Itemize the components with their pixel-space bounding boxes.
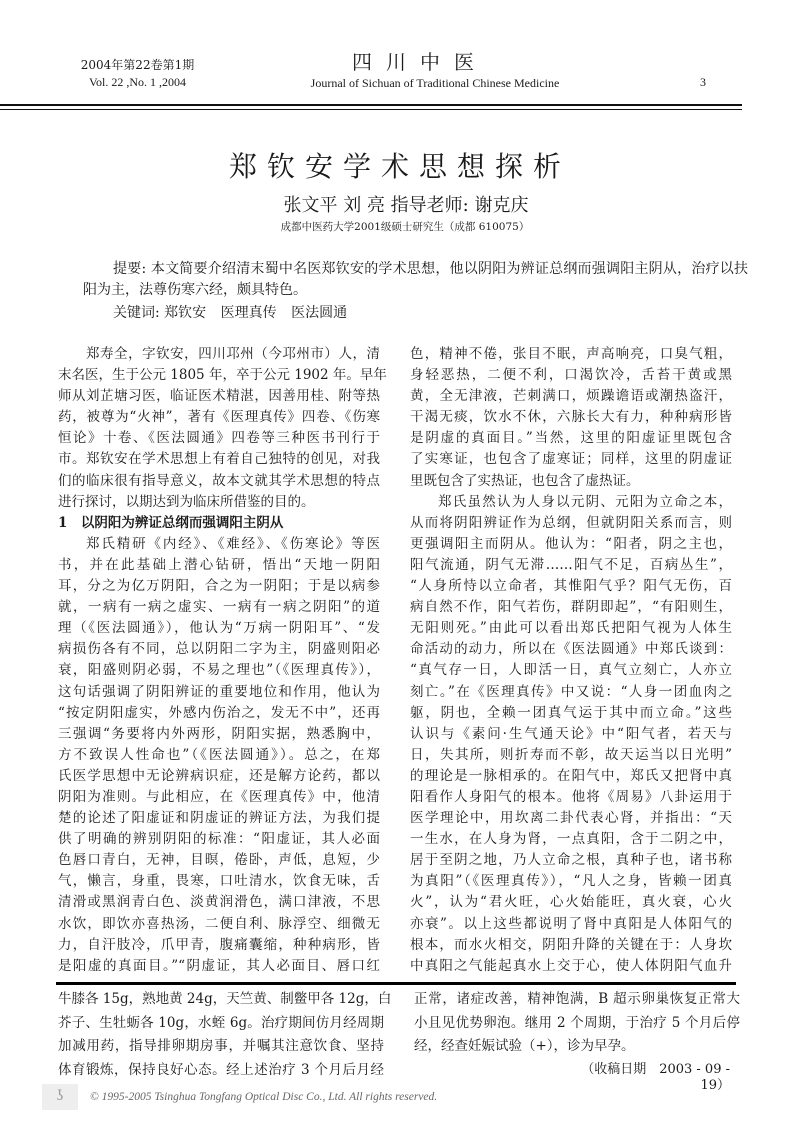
- text-line: 色，精神不倦，张目不眠，声高响亮，口臭气粗，: [410, 346, 732, 362]
- text-line: 里既包含了实热证，也包含了虚热证。: [410, 472, 640, 489]
- bottom-left-column: [58, 988, 392, 1082]
- text-line: 色唇口青白，无神，目暝，倦卧，声低，息短，少: [58, 852, 380, 869]
- text-line: 干渴无痰，饮水不休，六脉长大有力，种种病形皆: [410, 409, 732, 426]
- text-line: 水饮，即饮亦喜热汤，二便自利、脉浮空、细微无: [58, 915, 380, 932]
- text-line: 郑氏虽然认为人身以元阴、元阳为立命之本，: [438, 493, 732, 510]
- issue-en: Vol. 22 ,No. 1 ,2004: [88, 75, 187, 89]
- left-column: [58, 344, 387, 977]
- text-line: 病自然不作，阳气若伤，群阴即起”，“有阳则生，: [410, 599, 732, 616]
- keyword: 医法圆通: [291, 305, 348, 321]
- text-line: 的理论是一脉相承的。在阳气中，郑氏又把肾中真: [410, 767, 732, 784]
- keywords: [113, 304, 357, 322]
- keywords-label: 关键词:: [113, 305, 160, 321]
- text-line: 根本，而水火相交，阴阳升降的关键在于：人身坎: [410, 936, 732, 953]
- text-line: 牛膝各 15g，熟地黄 24g，天竺黄、制鳖甲各 12g，白: [58, 991, 392, 1007]
- text-line: 阳看作人身阳气的根本。他将《周易》八卦运用于: [410, 788, 732, 805]
- text-line: 方不致误人性命也”（《医法圆通》）。总之，在郑: [58, 746, 380, 763]
- text-line: 末名医，生于公元 1805 年，卒于公元 1902 年。早年: [58, 367, 387, 384]
- text-line: 中真阳之气能起真水上交于心，使人体阴阳气血升: [410, 957, 732, 974]
- abstract: [83, 259, 748, 301]
- article-authors: 张文平 刘 亮 指导老师: 谢克庆: [283, 195, 529, 216]
- text-line: 火”，认为“君火旺，心火始能旺，真火衰，心火: [410, 894, 732, 911]
- text-line: 黄，全无津液，芒刺满口，烦躁谵语或潮热盗汗，: [410, 388, 732, 405]
- text-line: 三强调“务要将内外两形，阴阳实据，熟悉胸中，: [58, 725, 380, 742]
- text-line: 更强调阳主而阴从。他认为：“阳者，阴之主也，: [410, 535, 732, 552]
- text-line: 这句话强调了阴阳辨证的重要地位和作用，他认为: [58, 683, 380, 700]
- text-line: 耳，分之为亿万阴阳，合之为一阴阳；于是以病参: [58, 578, 380, 595]
- received-date: （收稿日期 2003 - 09 - 19）: [581, 1062, 730, 1093]
- text-line: 刻亡。”在《医理真传》中又说：“人身一团血肉之: [410, 683, 732, 700]
- text-line: 力，自汗肢冷，爪甲青，腹痛囊缩，种种病形，皆: [58, 936, 380, 953]
- text-line: 正常，诸症改善，精神饱满，B 超示卵巢恢复正常大: [414, 991, 740, 1007]
- text-line: 为真阳”（《医理真传》），“凡人之身，皆赖一团真: [410, 873, 732, 890]
- text-line: 市。郑钦安在学术思想上有着自己独特的创见，对我: [58, 451, 380, 468]
- text-line: 身轻恶热，二便不利，口渴饮冷，舌苔干黄或黑: [410, 367, 732, 384]
- text-line: 日，失其所，则折寿而不彰，故天运当以日光明”: [410, 746, 732, 763]
- abstract-text: 本文简要介绍清末蜀中名医郑钦安的学术思想，他以阴阳为辨证总纲而强调阳主阴从，治疗以扶阳为主，法尊伤寒六经，颇具特色。: [83, 261, 749, 298]
- text-line: “按定阴阳虚实，外感内伤治之，发无不中”，还再: [58, 704, 380, 721]
- text-line: 郑寿全，字钦安，四川邛州（今邛州市）人，清: [86, 346, 380, 362]
- text-line: 体育锻炼，保持良好心态。经上述治疗 3 个月后月经: [58, 1061, 384, 1078]
- text-line: 是阴虚的真面目。”当然，这里的阳虚证里既包含: [410, 430, 732, 447]
- text-line: 一生水，在人身为肾，一点真阳，含于二阴之中，: [410, 831, 732, 848]
- header-rule-thick: [0, 104, 742, 106]
- text-line: 就，一病有一病之虚实、一病有一病之阴阳”的道: [58, 599, 380, 616]
- text-line: 衰，阳盛则阴必弱，不易之理也”（《医理真传》），: [58, 662, 380, 679]
- text-line: “真气存一日，人即活一日，真气立刻亡，人亦立: [410, 662, 732, 679]
- text-line: 了实寒证，也包含了虚寒证；同样，这里的阴虚证: [410, 451, 732, 468]
- abstract-label: 提要:: [113, 261, 147, 277]
- text-line: 氏医学思想中无论辨病识症，还是解方论药，都以: [58, 767, 380, 784]
- text-line: 楚的论述了阳虚证和阴虚证的辨证方法，为我们提: [58, 810, 380, 827]
- text-line: 理（《医法圆通》），他认为“万病一阴阳耳”、“发: [58, 620, 380, 637]
- text-line: 认识与《素问·生气通天论》中“阳气者，若天与: [410, 725, 732, 742]
- text-line: 阴阳为准则。与此相应，在《医理真传》中，他清: [58, 788, 380, 805]
- right-column: [410, 344, 732, 977]
- page-number: 3: [700, 75, 706, 89]
- text-line: 药，被尊为“火神”，著有《医理真传》四卷、《伤寒: [58, 409, 380, 426]
- section-heading: 1 以阴阳为辨证总纲而强调阳主阴从: [58, 514, 284, 531]
- text-line: 芥子、生牡蛎各 10g，水蛭 6g。治疗期间仿月经周期: [58, 1014, 384, 1031]
- text-line: 师从刘芷塘习医，临证医术精湛，因善用桂、附等热: [58, 388, 380, 405]
- text-line: 气，懒言，身重，畏寒，口吐清水，饮食无味，舌: [58, 873, 380, 890]
- section-divider: [56, 982, 736, 985]
- header-rule-thin: [0, 109, 742, 110]
- article-title: 郑钦安学术思想探析: [228, 150, 571, 183]
- text-line: 从而将阴阳辨证作为总纲，但就阴阳关系而言，则: [410, 514, 732, 531]
- text-line: 清滑或黑润青白色、淡黄润滑色，满口津液，不思: [58, 894, 380, 911]
- text-line: 经，经查妊娠试验（+），诊为早孕。: [414, 1038, 635, 1054]
- text-line: 病损伤各有不同，总以阴阳二字为主，阴盛则阳必: [58, 641, 380, 658]
- text-line: 无阳则死。”由此可以看出郑氏把阳气视为人体生: [410, 620, 732, 637]
- journal-name-cn: 四川中医: [352, 50, 488, 74]
- issue-cn: 2004年第22卷第1期: [80, 58, 195, 72]
- text-line: 阳气流通，阴气无滞……阳气不足，百病丛生”，: [410, 556, 732, 573]
- article-affiliation: 成都中医药大学2001级硕士研究生（成都 610075）: [280, 221, 530, 233]
- bottom-right-column: [414, 988, 740, 1059]
- copyright-footer: © 1995-2005 Tsinghua Tongfang Optical Disc Co., Ltd. All rights reserved.: [90, 1091, 438, 1103]
- text-line: 加减用药，指导排卵期房事，并嘱其注意饮食、坚持: [58, 1038, 384, 1054]
- text-line: 供了明确的辨别阴阳的标准：“阳虚证，其人必面: [58, 831, 380, 848]
- text-line: 医学理论中，用坎离二卦代表心肾，并指出：“天: [410, 810, 732, 827]
- text-line: 小且见优势卵泡。继用 2 个周期，于治疗 5 个月后停: [414, 1014, 740, 1031]
- text-line: 恒论》十卷、《医法圆通》四卷等三种医书刊行于: [58, 430, 380, 447]
- text-line: 亦衰”。以上这些都说明了肾中真阳是人体阳气的: [410, 915, 732, 932]
- text-line: 郑氏精研《内经》、《难经》、《伤寒论》等医: [86, 535, 380, 552]
- text-line: 们的临床很有指导意义，故本文就其学术思想的特点: [58, 472, 380, 489]
- text-line: 书，并在此基础上潜心钻研，悟出“天地一阴阳: [58, 556, 380, 573]
- journal-name-en: Journal of Sichuan of Traditional Chinese Medicine: [310, 76, 560, 90]
- text-line: 是阳虚的真面目。”“阴虚证，其人必面目、唇口红: [58, 957, 380, 974]
- keyword: 医理真传: [220, 305, 277, 321]
- text-line: “人身所恃以立命者，其惟阳气乎？阳气无伤，百: [410, 578, 732, 595]
- keyword: 郑钦安: [164, 305, 207, 321]
- text-line: 命活动的动力，所以在《医法圆通》中郑氏谈到：: [410, 641, 732, 658]
- publisher-logo-icon: ʖ: [42, 1084, 78, 1110]
- text-line: 居于至阴之地，乃人立命之根，真种子也，诸书称: [410, 852, 732, 869]
- text-line: 进行探讨，以期达到为临床所借鉴的目的。: [58, 493, 315, 510]
- text-line: 躯，阴也，全赖一团真气运于其中而立命。”这些: [410, 704, 732, 721]
